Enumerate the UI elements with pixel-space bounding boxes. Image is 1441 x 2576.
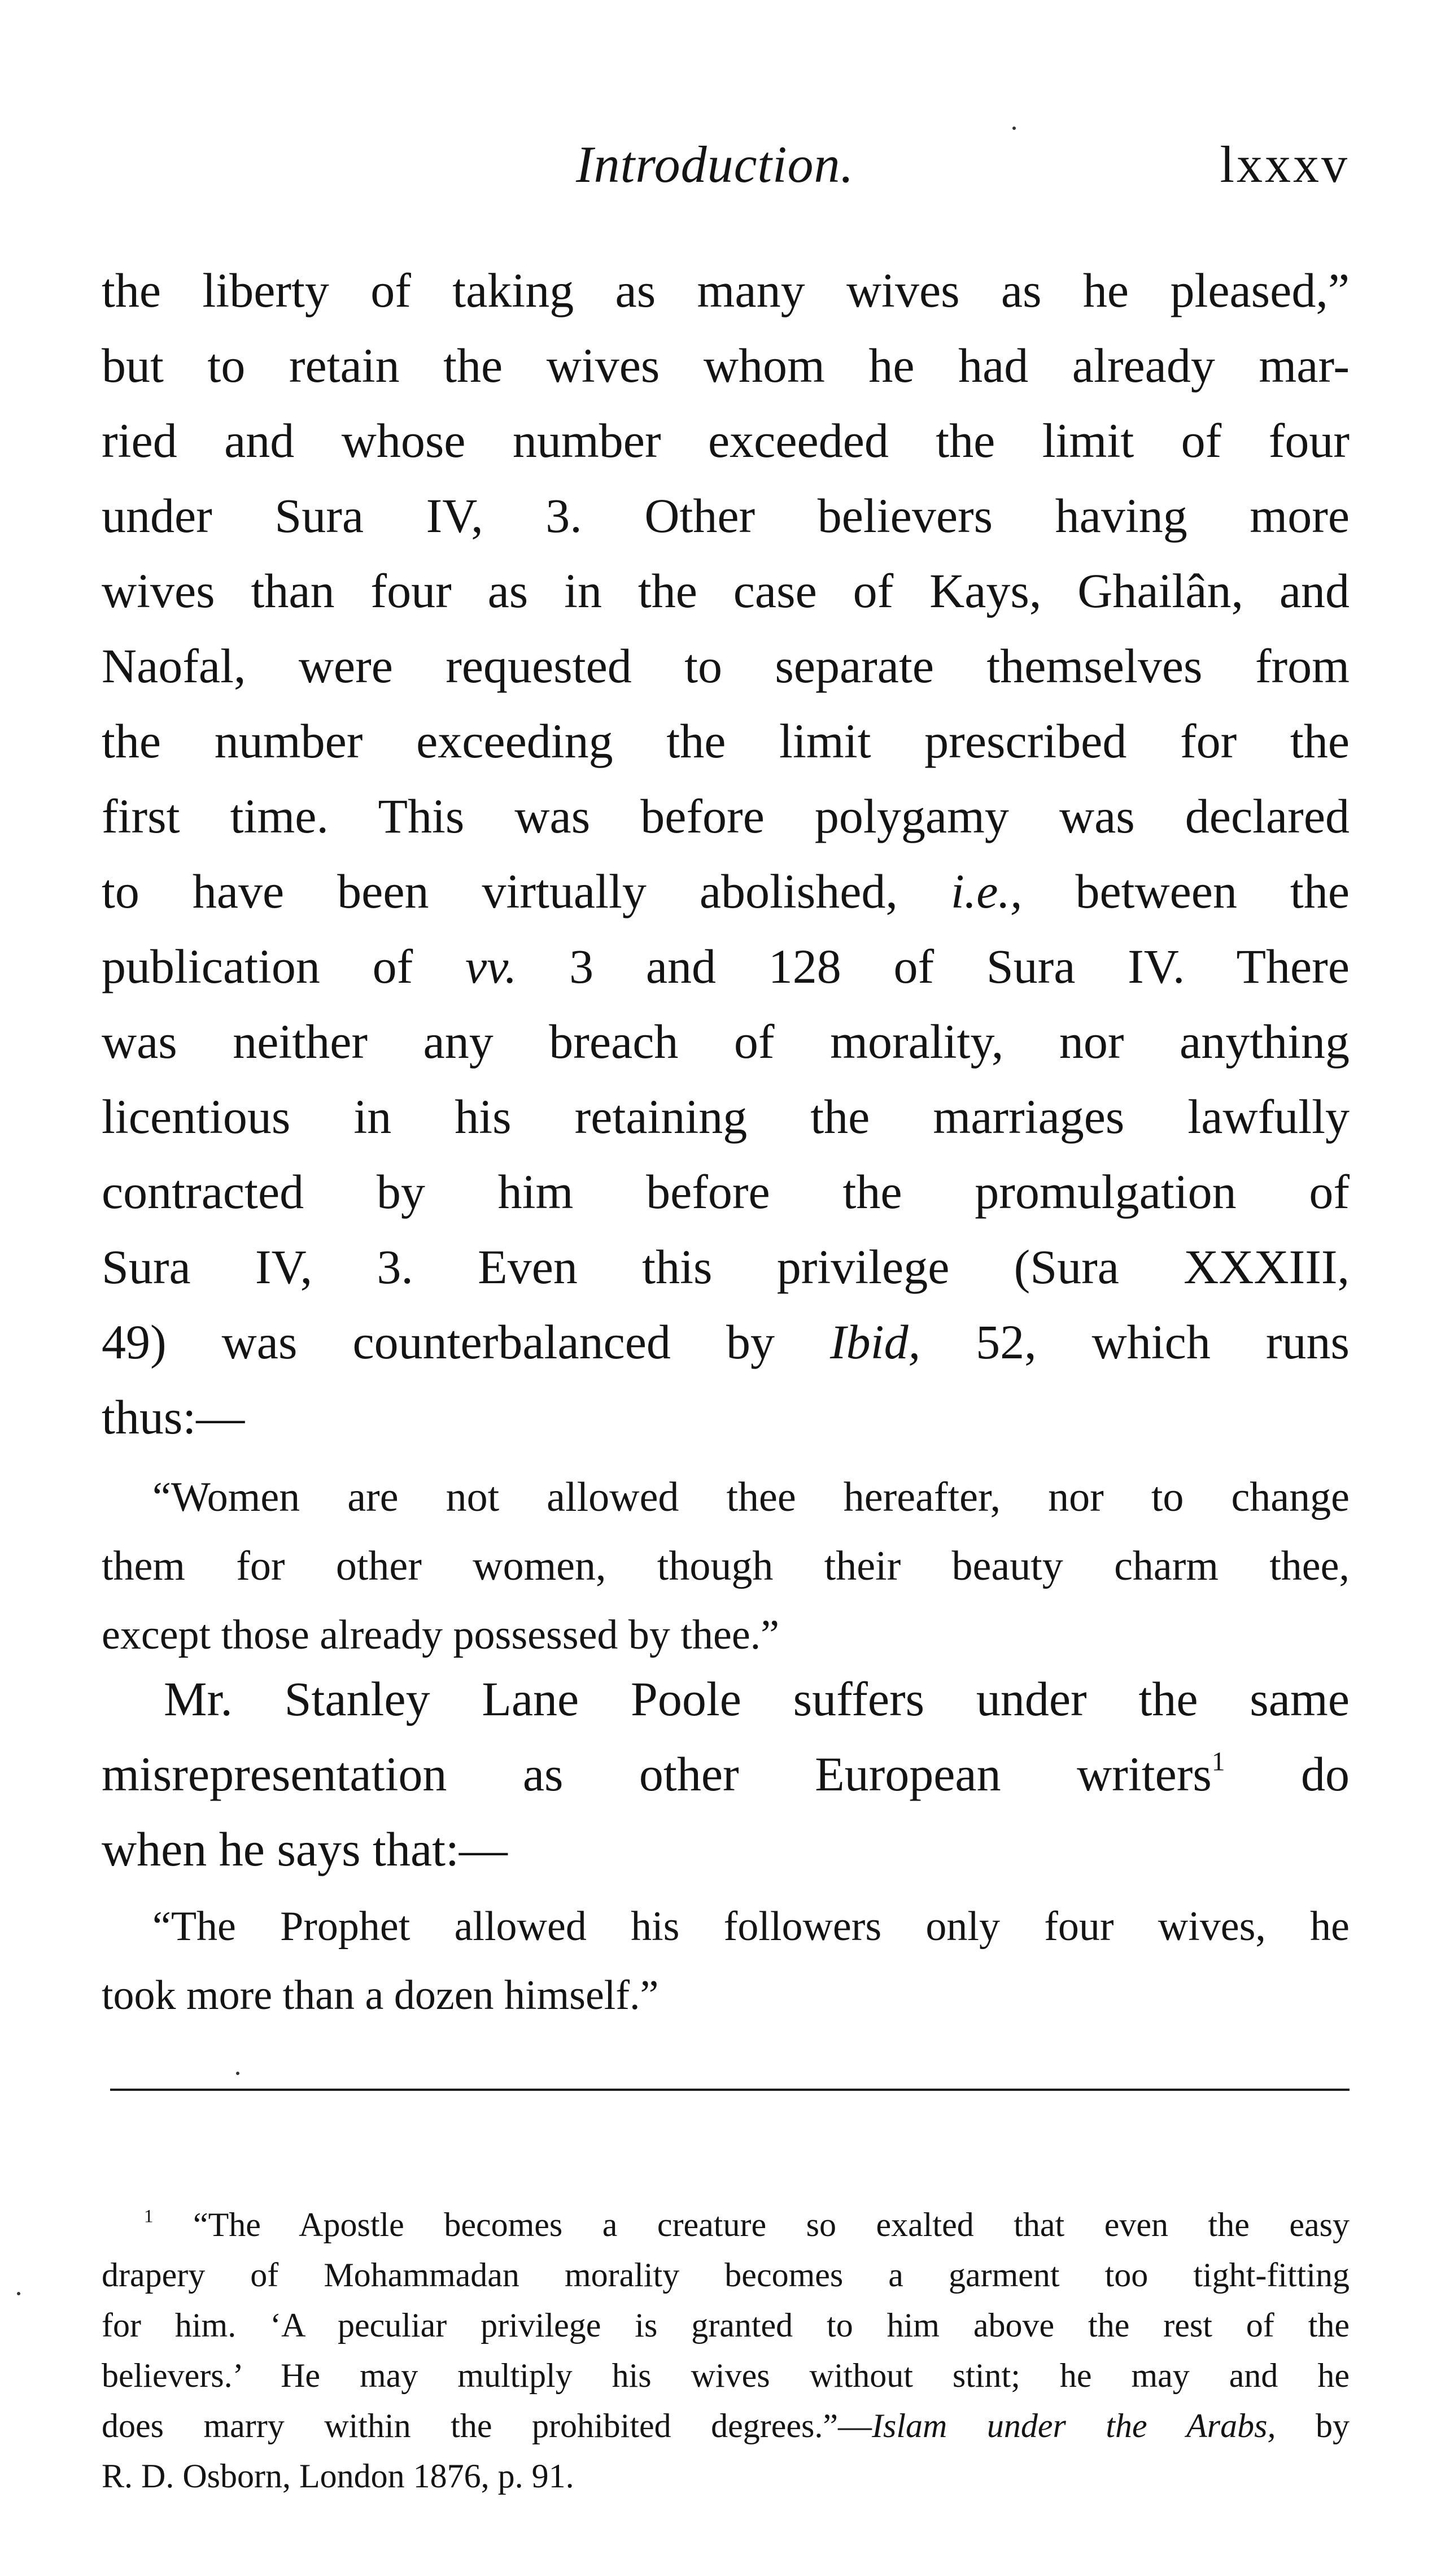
print-speck (1012, 127, 1016, 130)
print-speck (236, 2072, 239, 2075)
quote-line: “The Prophet allowed his followers only four wives, he (152, 1903, 1350, 1950)
footnote-line: drapery of Mohammadan morality becomes a garment too tight-fitting (102, 2256, 1350, 2294)
page-number: lxxxv (1220, 136, 1350, 193)
second-paragraph (102, 1662, 1350, 1887)
text-line: first time. This was before polygamy was declared (102, 789, 1350, 843)
quote-line: took more than a dozen himself.” (102, 1972, 659, 2019)
text-line: when he says that:— (102, 1822, 508, 1876)
footnote (102, 2200, 1350, 2501)
text-line: licentious in his retaining the marriages lawfully (102, 1089, 1350, 1144)
text-line: under Sura IV, 3. Other believers having more (102, 489, 1350, 543)
footnote-divider (110, 2089, 1350, 2091)
text-line: the liberty of taking as many wives as he pleased,” (102, 263, 1350, 317)
text-segment: between the (1022, 864, 1350, 918)
text-line (102, 929, 1350, 1004)
text-segment: 52, which runs (920, 1315, 1350, 1369)
text-line: thus:— (102, 1390, 245, 1444)
italic-abbreviation: vv. (465, 939, 517, 993)
text-line (102, 854, 1350, 929)
text-line: ried and whose number exceeded the limit of four (102, 413, 1350, 468)
italic-book-title: Islam under the Arabs, (872, 2407, 1276, 2444)
footnote-line: R. D. Osborn, London 1876, p. 91. (102, 2457, 574, 2495)
text-line: contracted by him before the promulgation of (102, 1165, 1350, 1219)
text-segment: does marry within the prohibited degrees.”— (102, 2407, 872, 2444)
running-head (102, 133, 1350, 195)
footnote-line (102, 2200, 1350, 2250)
text-line (102, 1737, 1350, 1812)
text-segment: by (1276, 2407, 1350, 2444)
italic-abbreviation: i.e., (950, 864, 1023, 918)
text-segment: 49) was counterbalanced by (102, 1315, 831, 1369)
text-line (102, 1305, 1350, 1380)
footnote-line: believers.’ He may multiply his wives without stint; he may and he (102, 2357, 1350, 2394)
text-segment: misrepresentation as other European writers (102, 1747, 1212, 1801)
text-line: Naofal, were requested to separate themselves from (102, 639, 1350, 693)
text-segment: 3 and 128 of Sura IV. There (517, 939, 1350, 993)
text-line: the number exceeding the limit prescribed for the (102, 714, 1350, 768)
footnote-line: for him. ‘A peculiar privilege is granted to him above the rest of the (102, 2307, 1350, 2344)
text-segment: do (1225, 1747, 1350, 1801)
footnote-reference: 1 (1211, 1747, 1225, 1777)
text-line: wives than four as in the case of Kays, Ghailân, and (102, 564, 1350, 618)
text-line: Sura IV, 3. Even this privilege (Sura XXXIII, (102, 1240, 1350, 1294)
text-segment: publication of (102, 939, 465, 993)
text-line: but to retain the wives whom he had already mar- (102, 338, 1350, 393)
footnote-marker: 1 (144, 2206, 154, 2227)
italic-reference: Ibid, (830, 1315, 921, 1369)
text-segment: to have been virtually abolished, (102, 864, 951, 918)
quote-line: except those already possessed by thee.” (102, 1612, 780, 1658)
print-speck (17, 2292, 20, 2295)
main-paragraph (102, 253, 1350, 1455)
block-quote (102, 1463, 1350, 1670)
running-title: Introduction. (576, 136, 854, 193)
text-line: was neither any breach of morality, nor anything (102, 1014, 1350, 1069)
quote-line: “Women are not allowed thee hereafter, nor to change (152, 1474, 1350, 1520)
block-quote (102, 1892, 1350, 2030)
text-segment: “The Apostle becomes a creature so exalted that even the easy (153, 2206, 1350, 2243)
text-line: Mr. Stanley Lane Poole suffers under the same (164, 1672, 1350, 1726)
quote-line: them for other women, though their beauty charm thee, (102, 1543, 1350, 1589)
footnote-line (102, 2401, 1350, 2451)
